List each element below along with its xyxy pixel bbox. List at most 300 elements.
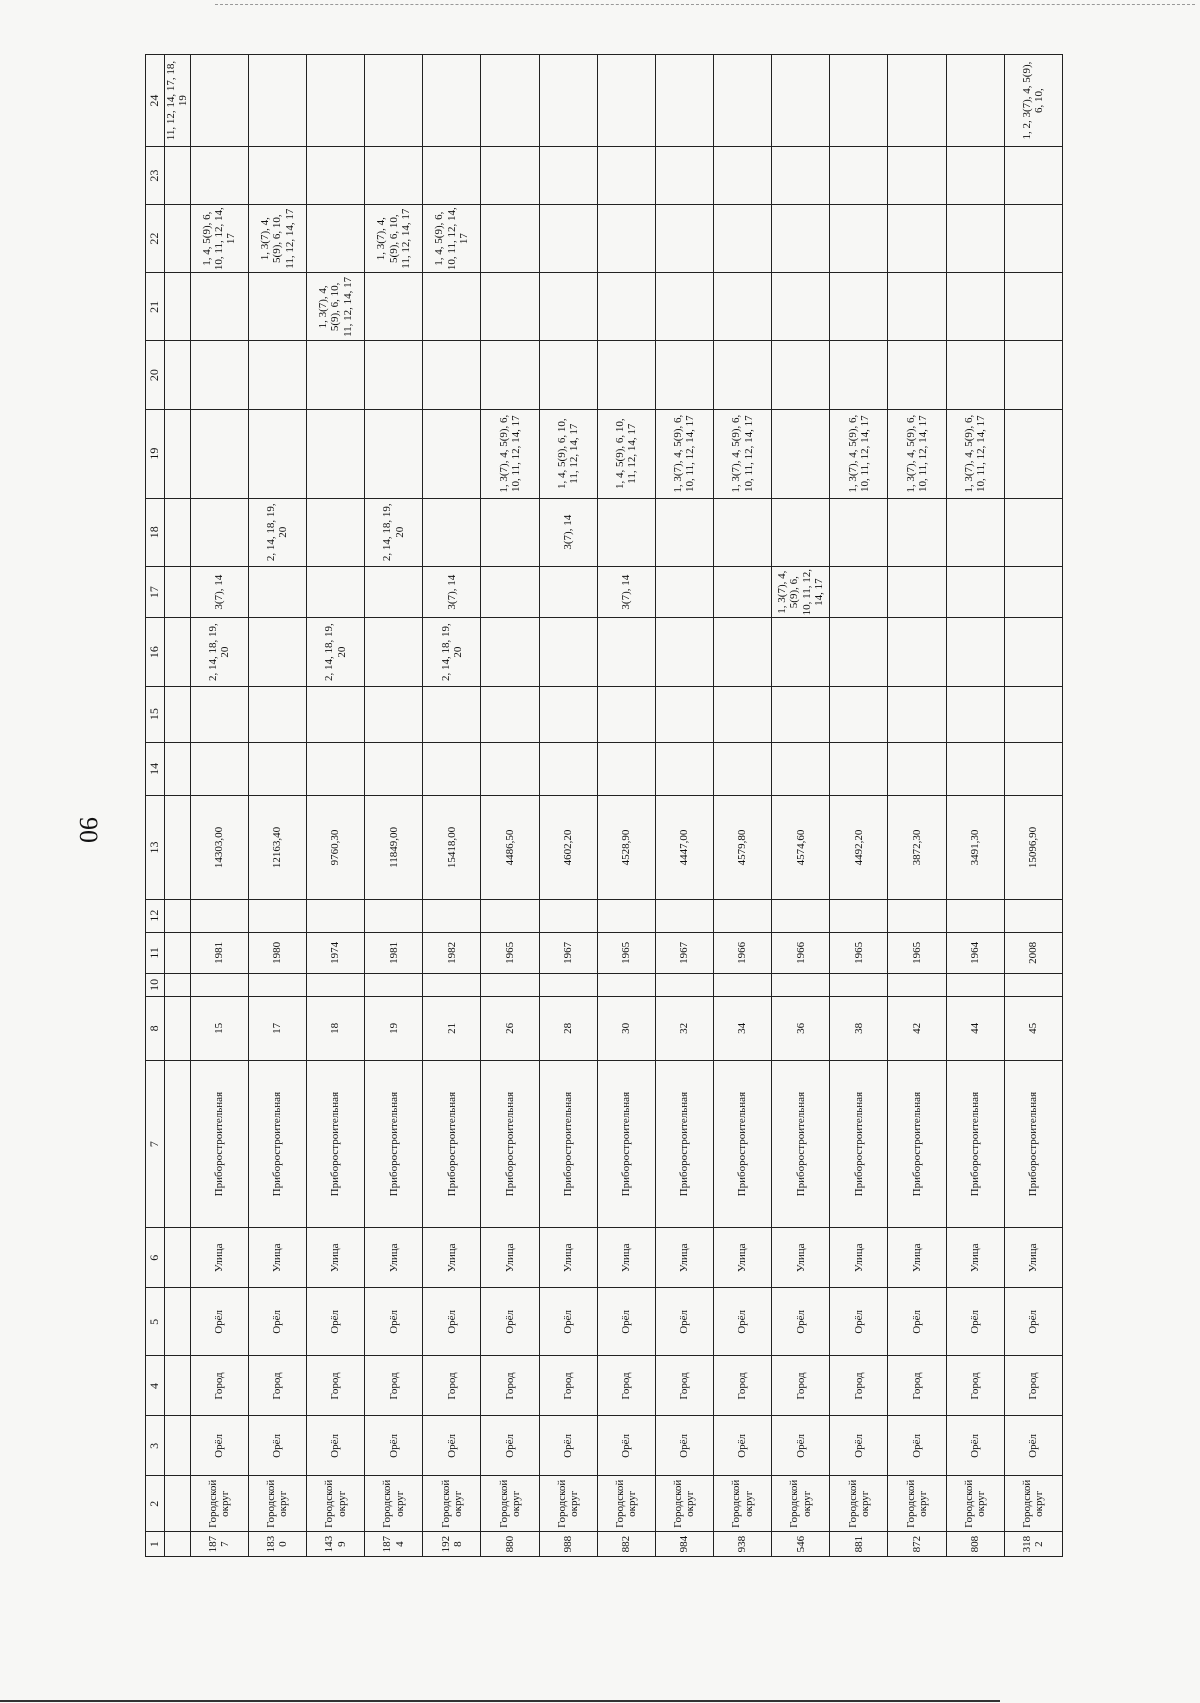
table-cell-c20 (539, 341, 597, 409)
table-cell-c21 (655, 273, 713, 341)
table-cell-c22 (1004, 205, 1062, 273)
table-cell-c11: 1981 (190, 932, 248, 973)
table-cell-c17 (888, 566, 946, 618)
table-cell-c3: Орёл (248, 1416, 306, 1476)
table-row (307, 55, 365, 1557)
table-cell-c15 (772, 686, 830, 742)
table-cell-c23 (597, 147, 655, 205)
table-cell-c19 (365, 409, 423, 498)
table-cell-c23 (830, 147, 888, 205)
table-cell-c4: Город (830, 1356, 888, 1416)
table-cell-c2: Городской округ (190, 1476, 248, 1532)
table-cell-c15 (888, 686, 946, 742)
column-number-cell: 4 (146, 1356, 165, 1416)
table-cell-c10 (655, 974, 713, 997)
table-cell-c6: Улица (307, 1228, 365, 1288)
table-cell-c12 (830, 899, 888, 932)
table-cell-c18 (307, 498, 365, 566)
table-cell-c13: 4486,50 (481, 796, 539, 899)
table-cell-c6: Улица (888, 1228, 946, 1288)
table-cell-c7: Приборостроительная (1004, 1060, 1062, 1227)
table-cell-c5: Орёл (365, 1288, 423, 1356)
table-cell-c6: Улица (655, 1228, 713, 1288)
table-cell-c15 (307, 686, 365, 742)
table-cell-c15 (248, 686, 306, 742)
table-cell-c20 (1004, 341, 1062, 409)
table-cell-c18 (1004, 498, 1062, 566)
table-cell-c21 (597, 273, 655, 341)
table-cell-c3: Орёл (597, 1416, 655, 1476)
table-cell-c24 (888, 55, 946, 147)
table-cell-c19: 1, 3(7), 4, 5(9), 6, 10, 11, 12, 14, 17 (830, 409, 888, 498)
table-cell-c7: Приборостроительная (248, 1060, 306, 1227)
table-cell-c10 (946, 974, 1004, 997)
table-cell-c5: Орёл (248, 1288, 306, 1356)
column-number-cell: 18 (146, 498, 165, 566)
table-cell-c13: 4492,20 (830, 796, 888, 899)
table-cell-c6: Улица (248, 1228, 306, 1288)
table-cell-c4: Город (888, 1356, 946, 1416)
table-cell-c24 (423, 55, 481, 147)
register-table (145, 54, 1063, 1557)
table-cell-c2: Городской округ (1004, 1476, 1062, 1532)
table-cell-c1: 880 (481, 1532, 539, 1557)
table-cell-c10 (1004, 974, 1062, 997)
table-cell-c15 (539, 686, 597, 742)
table-cell-c7: Приборостроительная (772, 1060, 830, 1227)
header-note-row (165, 55, 191, 1557)
table-cell-c12 (481, 899, 539, 932)
table-cell-c1: 984 (655, 1532, 713, 1557)
table-cell-c23 (714, 147, 772, 205)
table-row (1004, 55, 1062, 1557)
table-cell-c5: Орёл (772, 1288, 830, 1356)
table-cell-c12 (946, 899, 1004, 932)
table-cell-c21 (1004, 273, 1062, 341)
table-cell-c16 (365, 618, 423, 686)
table-cell-c13: 9760,30 (307, 796, 365, 899)
table-cell-c24 (307, 55, 365, 147)
table-cell-c7: Приборостроительная (365, 1060, 423, 1227)
table-cell-c24 (714, 55, 772, 147)
table-cell-c6: Улица (597, 1228, 655, 1288)
table-cell-c18 (714, 498, 772, 566)
table-cell-c6: Улица (539, 1228, 597, 1288)
table-cell-c10 (481, 974, 539, 997)
table-cell-c6: Улица (365, 1228, 423, 1288)
header-note-cell (165, 686, 191, 742)
table-cell-c1: 1874 (365, 1532, 423, 1557)
table-cell-c8: 21 (423, 996, 481, 1060)
table-cell-c16 (248, 618, 306, 686)
table-row (597, 55, 655, 1557)
table-cell-c2: Городской округ (248, 1476, 306, 1532)
table-cell-c15 (830, 686, 888, 742)
table-cell-c2: Городской округ (423, 1476, 481, 1532)
table-cell-c5: Орёл (1004, 1288, 1062, 1356)
table-cell-c20 (190, 341, 248, 409)
table-row (714, 55, 772, 1557)
table-cell-c5: Орёл (655, 1288, 713, 1356)
table-cell-c21 (946, 273, 1004, 341)
table-cell-c11: 1966 (772, 932, 830, 973)
table-row (423, 55, 481, 1557)
table-cell-c16 (772, 618, 830, 686)
table-cell-c11: 2008 (1004, 932, 1062, 973)
table-cell-c1: 872 (888, 1532, 946, 1557)
table-cell-c2: Городской округ (772, 1476, 830, 1532)
table-cell-c10 (714, 974, 772, 997)
table-cell-c22 (888, 205, 946, 273)
table-cell-c12 (888, 899, 946, 932)
table-cell-c18: 2, 14, 18, 19, 20 (248, 498, 306, 566)
table-cell-c10 (190, 974, 248, 997)
table-cell-c14 (830, 742, 888, 796)
table-cell-c19 (307, 409, 365, 498)
table-cell-c23 (772, 147, 830, 205)
table-cell-c24 (597, 55, 655, 147)
column-number-cell: 12 (146, 899, 165, 932)
table-cell-c18: 2, 14, 18, 19, 20 (365, 498, 423, 566)
table-cell-c20 (772, 341, 830, 409)
header-note-cell (165, 341, 191, 409)
table-cell-c12 (714, 899, 772, 932)
table-cell-c24 (772, 55, 830, 147)
table-cell-c24 (946, 55, 1004, 147)
table-cell-c8: 36 (772, 996, 830, 1060)
table-cell-c2: Городской округ (830, 1476, 888, 1532)
table-cell-c10 (307, 974, 365, 997)
table-cell-c1: 1877 (190, 1532, 248, 1557)
table-cell-c5: Орёл (307, 1288, 365, 1356)
table-cell-c22: 1, 3(7), 4, 5(9), 6, 10, 11, 12, 14, 17 (365, 205, 423, 273)
table-cell-c23 (888, 147, 946, 205)
table-cell-c13: 4447,00 (655, 796, 713, 899)
table-cell-c4: Город (248, 1356, 306, 1416)
table-cell-c11: 1967 (655, 932, 713, 973)
table-cell-c17 (481, 566, 539, 618)
table-cell-c5: Орёл (423, 1288, 481, 1356)
table-cell-c11: 1967 (539, 932, 597, 973)
table-cell-c3: Орёл (539, 1416, 597, 1476)
header-note-cell (165, 1288, 191, 1356)
table-cell-c22 (539, 205, 597, 273)
table-cell-c3: Орёл (365, 1416, 423, 1476)
table-cell-c14 (597, 742, 655, 796)
table-cell-c20 (248, 341, 306, 409)
table-cell-c4: Город (946, 1356, 1004, 1416)
table-cell-c4: Город (714, 1356, 772, 1416)
table-cell-c10 (423, 974, 481, 997)
table-cell-c20 (365, 341, 423, 409)
table-cell-c2: Городской округ (365, 1476, 423, 1532)
table-cell-c15 (1004, 686, 1062, 742)
table-cell-c18 (597, 498, 655, 566)
table-cell-c15 (423, 686, 481, 742)
table-cell-c4: Город (772, 1356, 830, 1416)
table-cell-c17 (714, 566, 772, 618)
table-cell-c2: Городской округ (946, 1476, 1004, 1532)
table-cell-c23 (248, 147, 306, 205)
column-number-cell: 6 (146, 1228, 165, 1288)
table-row (888, 55, 946, 1557)
table-cell-c13: 4579,80 (714, 796, 772, 899)
table-cell-c19: 1, 3(7), 4, 5(9), 6, 10, 11, 12, 14, 17 (946, 409, 1004, 498)
header-note-cell (165, 742, 191, 796)
table-cell-c21 (714, 273, 772, 341)
table-cell-c14 (1004, 742, 1062, 796)
header-note-cell (165, 273, 191, 341)
table-cell-c12 (423, 899, 481, 932)
table-cell-c20 (714, 341, 772, 409)
header-note-cell (165, 498, 191, 566)
table-cell-c6: Улица (772, 1228, 830, 1288)
table-cell-c22: 1, 4, 5(9), 6, 10, 11, 12, 14, 17 (423, 205, 481, 273)
table-cell-c10 (888, 974, 946, 997)
table-cell-c15 (481, 686, 539, 742)
table-cell-c2: Городской округ (888, 1476, 946, 1532)
table-cell-c20 (597, 341, 655, 409)
table-cell-c15 (365, 686, 423, 742)
table-cell-c11: 1965 (830, 932, 888, 973)
table-cell-c6: Улица (714, 1228, 772, 1288)
table-cell-c17 (539, 566, 597, 618)
table-cell-c19: 1, 3(7), 4, 5(9), 6, 10, 11, 12, 14, 17 (481, 409, 539, 498)
table-cell-c2: Городской округ (655, 1476, 713, 1532)
table-cell-c8: 18 (307, 996, 365, 1060)
table-cell-c7: Приборостроительная (190, 1060, 248, 1227)
table-cell-c19 (190, 409, 248, 498)
table-cell-c13: 3872,30 (888, 796, 946, 899)
table-cell-c19: 1, 4, 5(9), 6, 10, 11, 12, 14, 17 (539, 409, 597, 498)
table-cell-c13: 3491,30 (946, 796, 1004, 899)
table-cell-c12 (772, 899, 830, 932)
table-cell-c14 (365, 742, 423, 796)
table-cell-c16: 2, 14, 18, 19, 20 (307, 618, 365, 686)
table-cell-c3: Орёл (481, 1416, 539, 1476)
table-cell-c16 (830, 618, 888, 686)
table-row (655, 55, 713, 1557)
table-cell-c5: Орёл (830, 1288, 888, 1356)
table-cell-c18 (830, 498, 888, 566)
table-cell-c2: Городской округ (539, 1476, 597, 1532)
table-cell-c13: 12163,40 (248, 796, 306, 899)
table-cell-c6: Улица (830, 1228, 888, 1288)
table-cell-c23 (1004, 147, 1062, 205)
table-cell-c1: 881 (830, 1532, 888, 1557)
table-cell-c11: 1965 (597, 932, 655, 973)
column-number-cell: 23 (146, 147, 165, 205)
table-cell-c1: 1439 (307, 1532, 365, 1557)
table-cell-c1: 988 (539, 1532, 597, 1557)
table-cell-c12 (539, 899, 597, 932)
table-cell-c18 (888, 498, 946, 566)
table-row (481, 55, 539, 1557)
table-cell-c21 (423, 273, 481, 341)
column-number-cell: 1 (146, 1532, 165, 1557)
table-cell-c22 (714, 205, 772, 273)
column-number-row (146, 55, 165, 1557)
table-cell-c8: 45 (1004, 996, 1062, 1060)
table-cell-c17: 1, 3(7), 4, 5(9), 6, 10, 11, 12, 14, 17 (772, 566, 830, 618)
table-cell-c19: 1, 3(7), 4, 5(9), 6, 10, 11, 12, 14, 17 (655, 409, 713, 498)
table-cell-c6: Улица (481, 1228, 539, 1288)
column-number-cell: 13 (146, 796, 165, 899)
table-cell-c20 (888, 341, 946, 409)
table-cell-c1: 938 (714, 1532, 772, 1557)
table-cell-c17 (830, 566, 888, 618)
header-note-cell (165, 1356, 191, 1416)
table-cell-c1: 882 (597, 1532, 655, 1557)
table-cell-c4: Город (597, 1356, 655, 1416)
table-cell-c10 (365, 974, 423, 997)
table-cell-c7: Приборостроительная (423, 1060, 481, 1227)
table-cell-c20 (481, 341, 539, 409)
table-cell-c21 (481, 273, 539, 341)
header-note-cell: 11, 12, 14, 17, 18, 19 (165, 55, 191, 147)
table-cell-c10 (772, 974, 830, 997)
table-row (539, 55, 597, 1557)
table-cell-c10 (830, 974, 888, 997)
table-cell-c3: Орёл (423, 1416, 481, 1476)
table-cell-c18 (655, 498, 713, 566)
table-cell-c10 (597, 974, 655, 997)
table-cell-c23 (307, 147, 365, 205)
table-cell-c4: Город (307, 1356, 365, 1416)
table-cell-c23 (539, 147, 597, 205)
table-cell-c24 (655, 55, 713, 147)
table-cell-c5: Орёл (597, 1288, 655, 1356)
table-cell-c23 (946, 147, 1004, 205)
table-cell-c14 (655, 742, 713, 796)
table-cell-c14 (888, 742, 946, 796)
table-cell-c3: Орёл (946, 1416, 1004, 1476)
column-number-cell: 7 (146, 1060, 165, 1227)
table-cell-c10 (539, 974, 597, 997)
table-cell-c6: Улица (946, 1228, 1004, 1288)
column-number-cell: 3 (146, 1416, 165, 1476)
table-cell-c18 (190, 498, 248, 566)
table-cell-c21 (772, 273, 830, 341)
table-cell-c20 (830, 341, 888, 409)
table-cell-c18 (946, 498, 1004, 566)
table-cell-c19 (1004, 409, 1062, 498)
table-cell-c16 (597, 618, 655, 686)
header-note-cell (165, 932, 191, 973)
table-cell-c24 (481, 55, 539, 147)
table-cell-c14 (248, 742, 306, 796)
table-cell-c1: 3182 (1004, 1532, 1062, 1557)
table-cell-c24 (539, 55, 597, 147)
header-note-cell (165, 796, 191, 899)
table-cell-c17 (946, 566, 1004, 618)
table-cell-c5: Орёл (888, 1288, 946, 1356)
table-cell-c1: 1830 (248, 1532, 306, 1557)
table-cell-c16 (888, 618, 946, 686)
table-cell-c8: 34 (714, 996, 772, 1060)
table-cell-c18 (423, 498, 481, 566)
header-note-cell (165, 1416, 191, 1476)
table-cell-c12 (597, 899, 655, 932)
table-cell-c3: Орёл (772, 1416, 830, 1476)
column-number-cell: 14 (146, 742, 165, 796)
table-cell-c22 (772, 205, 830, 273)
table-cell-c16: 2, 14, 18, 19, 20 (423, 618, 481, 686)
table-cell-c13: 15096,90 (1004, 796, 1062, 899)
header-note-cell (165, 618, 191, 686)
table-cell-c16 (481, 618, 539, 686)
table-cell-c12 (1004, 899, 1062, 932)
table-cell-c3: Орёл (1004, 1416, 1062, 1476)
table-cell-c4: Город (190, 1356, 248, 1416)
header-note-cell (165, 1228, 191, 1288)
table-cell-c12 (655, 899, 713, 932)
table-cell-c1: 808 (946, 1532, 1004, 1557)
header-note-cell (165, 205, 191, 273)
table-cell-c17 (307, 566, 365, 618)
header-note-cell (165, 1476, 191, 1532)
table-cell-c15 (597, 686, 655, 742)
table-row (190, 55, 248, 1557)
table-cell-c14 (946, 742, 1004, 796)
table-cell-c24: 1, 2, 3(7), 4, 5(9), 6, 10, (1004, 55, 1062, 147)
column-number-cell: 10 (146, 974, 165, 997)
page-number: 90 (74, 817, 103, 843)
table-cell-c8: 42 (888, 996, 946, 1060)
table-cell-c22 (481, 205, 539, 273)
table-cell-c8: 28 (539, 996, 597, 1060)
table-cell-c17 (1004, 566, 1062, 618)
table-cell-c8: 26 (481, 996, 539, 1060)
table-cell-c11: 1965 (481, 932, 539, 973)
table-row (946, 55, 1004, 1557)
column-number-cell: 24 (146, 55, 165, 147)
table-cell-c1: 546 (772, 1532, 830, 1557)
table-cell-c2: Городской округ (307, 1476, 365, 1532)
table-cell-c13: 11849,00 (365, 796, 423, 899)
column-number-cell: 15 (146, 686, 165, 742)
table-cell-c11: 1974 (307, 932, 365, 973)
table-cell-c23 (190, 147, 248, 205)
table-cell-c20 (307, 341, 365, 409)
table-cell-c14 (481, 742, 539, 796)
table-cell-c1: 1928 (423, 1532, 481, 1557)
table-cell-c3: Орёл (714, 1416, 772, 1476)
table-cell-c8: 44 (946, 996, 1004, 1060)
table-cell-c11: 1966 (714, 932, 772, 973)
table-cell-c19 (248, 409, 306, 498)
table-cell-c4: Город (539, 1356, 597, 1416)
table-cell-c3: Орёл (655, 1416, 713, 1476)
table-cell-c16 (1004, 618, 1062, 686)
table-cell-c23 (481, 147, 539, 205)
table-cell-c24 (190, 55, 248, 147)
table-cell-c22: 1, 4, 5(9), 6, 10, 11, 12, 14, 17 (190, 205, 248, 273)
table-cell-c14 (307, 742, 365, 796)
table-cell-c5: Орёл (946, 1288, 1004, 1356)
table-cell-c19: 1, 3(7), 4, 5(9), 6, 10, 11, 12, 14, 17 (714, 409, 772, 498)
table-cell-c7: Приборостроительная (539, 1060, 597, 1227)
table-cell-c8: 19 (365, 996, 423, 1060)
table-cell-c13: 4528,90 (597, 796, 655, 899)
column-number-cell: 5 (146, 1288, 165, 1356)
table-cell-c2: Городской округ (481, 1476, 539, 1532)
table-cell-c24 (830, 55, 888, 147)
table-cell-c14 (423, 742, 481, 796)
header-note-cell (165, 566, 191, 618)
table-cell-c19 (423, 409, 481, 498)
table-cell-c22 (830, 205, 888, 273)
